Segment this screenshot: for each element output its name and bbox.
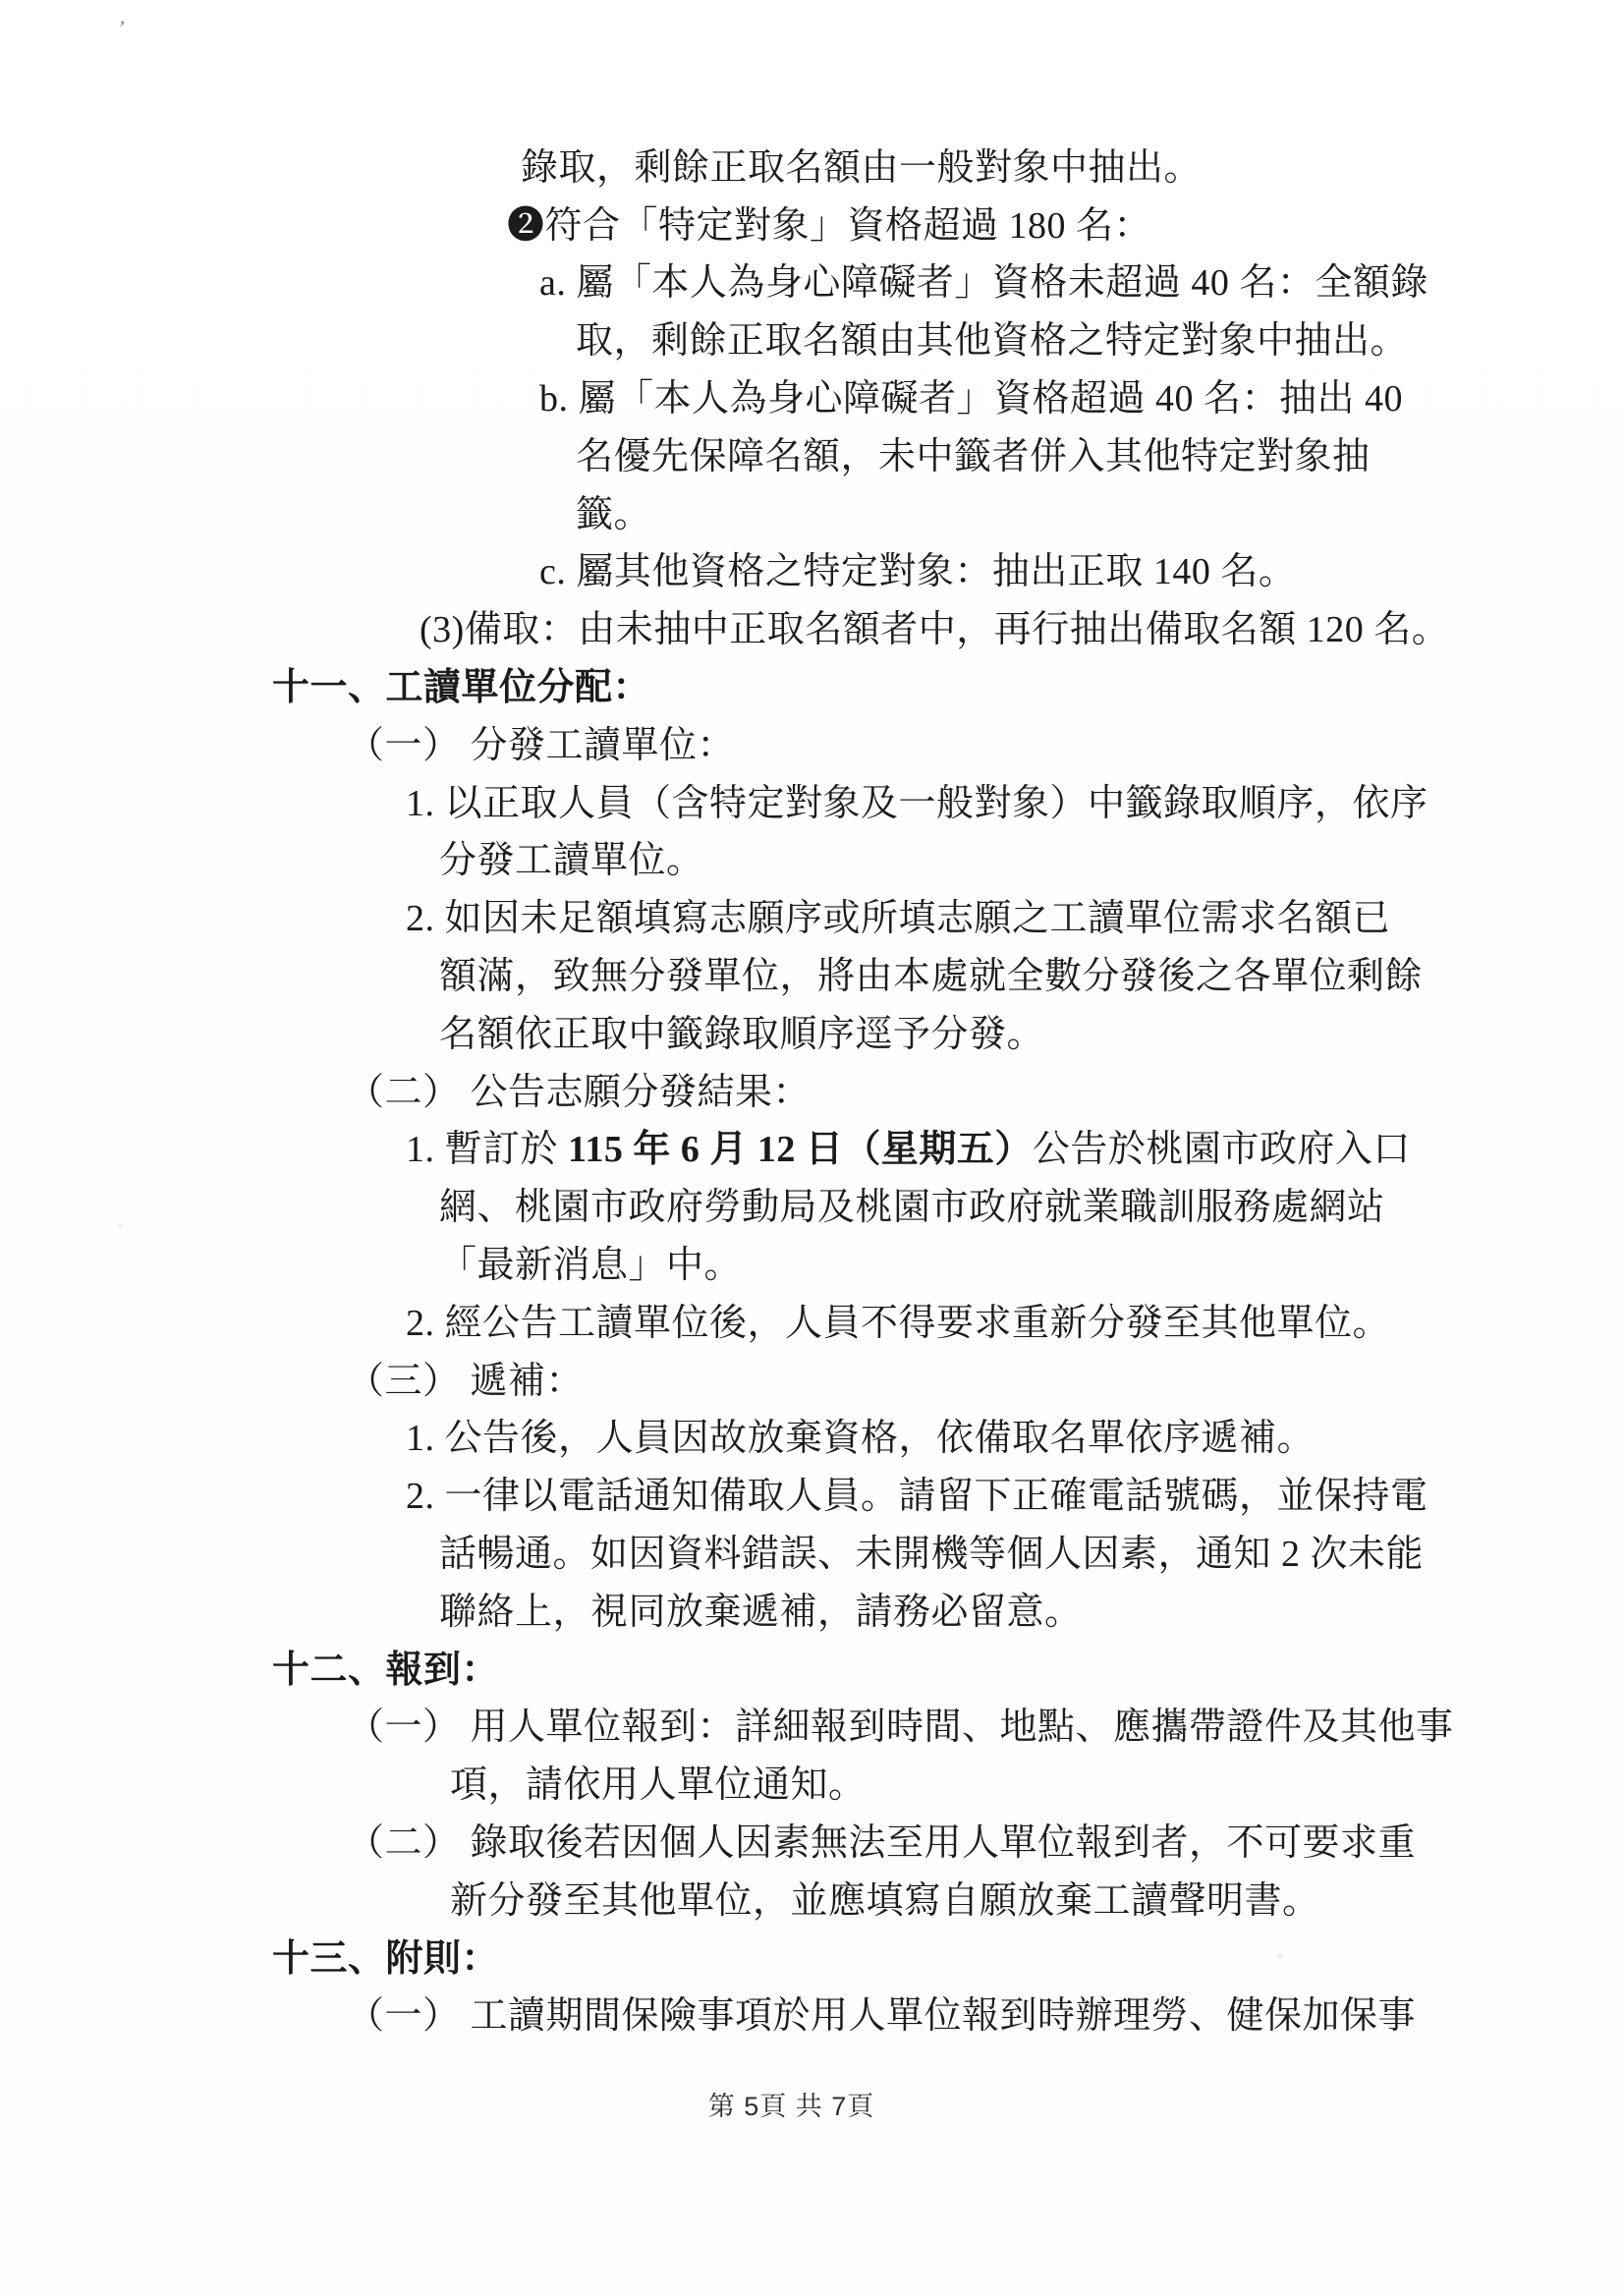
text-segment: b. 屬「本人為身心障礙者」資格超過 40 名：抽出 40 (539, 378, 1404, 420)
text-segment: (3)備取：由未抽中正取名額者中，再行抽出備取名額 120 名。 (420, 609, 1450, 651)
text-segment: 籤。 (576, 493, 652, 535)
text-segment: 額滿，致無分發單位，將由本處就全數分發後之各單位剩餘 (439, 956, 1424, 998)
document-line (0, 1348, 1624, 1406)
document-line (0, 308, 1624, 365)
document-line (0, 1174, 1624, 1232)
document-line (0, 943, 1624, 1001)
document-line (0, 423, 1624, 481)
document-line (0, 1926, 1624, 1984)
text-segment: （二） 錄取後若因個人因素無法至用人單位報到者，不可要求重 (347, 1822, 1417, 1864)
document-line (0, 365, 1624, 423)
text-segment: 新分發至其他單位，並應填寫自願放棄工讀聲明書。 (450, 1879, 1320, 1922)
document-line (0, 770, 1624, 828)
document-line (0, 1579, 1624, 1637)
text-segment: 1. 公告後，人員因故放棄資格，依備取名單依序遞補。 (406, 1418, 1316, 1460)
document-line (0, 1868, 1624, 1926)
document-line (0, 828, 1624, 886)
text-segment: 2. 一律以電話通知備取人員。請留下正確電話號碼，並保持電 (406, 1476, 1428, 1518)
document-line (0, 712, 1624, 770)
text-segment: 錄取，剩餘正取名額由一般對象中抽出。 (521, 146, 1203, 189)
text-segment: c. 屬其他資格之特定對象：抽出正取 140 名。 (539, 551, 1297, 593)
document-line (0, 596, 1624, 654)
document-line (0, 1117, 1624, 1175)
text-segment: 2. 如因未足額填寫志願序或所填志願之工讀單位需求名額已 (406, 898, 1391, 940)
text-segment: （一） 分發工讀單位： (347, 724, 736, 766)
text-segment: 話暢通。如因資料錯誤、未開機等個人因素，通知 2 次未能 (439, 1534, 1425, 1576)
document-line (0, 1810, 1624, 1868)
text-segment: 1. 暫訂於 (406, 1129, 569, 1171)
document-line (0, 885, 1624, 943)
page-footer: 第 5頁 共 7頁 (707, 2092, 875, 2121)
text-segment: 2. 經公告工讀單位後，人員不得要求重新分發至其他單位。 (406, 1302, 1391, 1344)
text-segment: 名優先保障名額，未中籤者併入其他特定對象抽 (576, 435, 1371, 477)
document-line (0, 1290, 1624, 1348)
text-segment: 聯絡上，視同放棄遞補，請務必留意。 (439, 1591, 1083, 1633)
text-segment: a. 屬「本人為身心障礙者」資格未超過 40 名：全額錄 (539, 262, 1428, 305)
text-segment: 取，剩餘正取名額由其他資格之特定對象中抽出。 (576, 320, 1409, 363)
document-line (0, 1232, 1624, 1290)
text-segment: 分發工讀單位。 (439, 840, 704, 882)
text-segment: （二） 公告志願分發結果： (347, 1071, 812, 1113)
text-segment: 項，請依用人單位通知。 (450, 1764, 867, 1807)
document-line (0, 251, 1624, 308)
text-segment: （一） 用人單位報到：詳細報到時間、地點、應攜帶證件及其他事 (347, 1707, 1454, 1749)
text-segment: 十三、附則： (272, 1937, 500, 1980)
document-line (0, 193, 1624, 251)
text-segment: 公告於桃園市政府入口 (1032, 1129, 1411, 1171)
document-line (0, 135, 1624, 193)
text-segment: 「最新消息」中。 (439, 1245, 743, 1287)
text-segment: 1. 以正取人員（含特定對象及一般對象）中籤錄取順序，依序 (406, 782, 1428, 824)
document-body (0, 135, 1624, 2041)
document-line (0, 539, 1624, 597)
document-line (0, 1463, 1624, 1521)
document-line (0, 1637, 1624, 1695)
text-segment: 十一、工讀單位分配： (272, 667, 651, 709)
document-line (0, 1752, 1624, 1810)
text-segment: 十二、報到： (272, 1649, 500, 1691)
text-segment: （一） 工讀期間保險事項於用人單位報到時辦理勞、健保加保事 (347, 1995, 1417, 2038)
text-segment: ❷符合「特定對象」資格超過 180 名： (507, 204, 1152, 247)
document-line (0, 1521, 1624, 1579)
text-segment: 網、桃園市政府勞動局及桃園市政府就業職訓服務處網站 (439, 1187, 1385, 1229)
text-segment: 115 年 6 月 12 日（星期五） (568, 1129, 1033, 1171)
document-line (0, 481, 1624, 539)
document-line (0, 1001, 1624, 1059)
document-line (0, 1059, 1624, 1117)
text-segment: 名額依正取中籤錄取順序逕予分發。 (439, 1013, 1045, 1055)
document-line (0, 1406, 1624, 1464)
scan-artifact-mark: ’ (116, 15, 128, 41)
document-line (0, 1695, 1624, 1753)
document-line (0, 654, 1624, 712)
document-line (0, 1984, 1624, 2042)
text-segment: （三） 遞補： (347, 1360, 585, 1402)
